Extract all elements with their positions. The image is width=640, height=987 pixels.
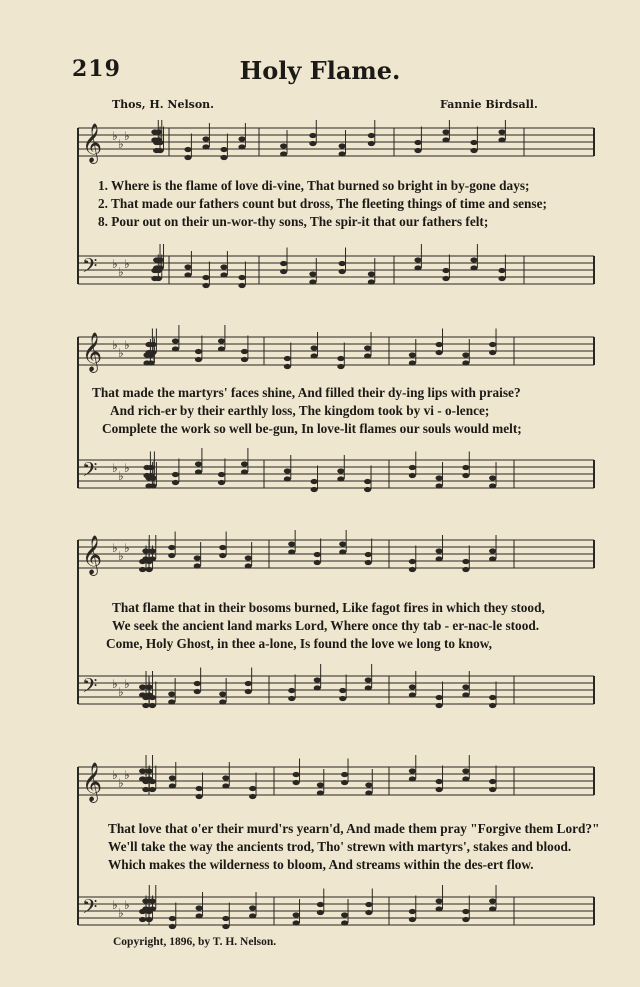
lyric-line: 2. That made our fathers count but dross, The fleeting things of time and sense; [98,196,547,211]
note-head [311,487,318,492]
note-head [317,790,324,795]
note-head [365,677,372,682]
note-head [145,483,152,488]
note-head [169,783,176,788]
note-head [341,912,348,917]
note-head [311,345,318,350]
note-head [442,137,449,142]
note-head [219,553,226,558]
note-head [409,692,416,697]
note-head [157,257,164,262]
note-head [436,898,443,903]
note-head [249,913,256,918]
note-head [220,147,227,152]
note-head [222,775,229,780]
note-head [436,906,443,911]
bass-clef-icon: 𝄢 [82,674,98,702]
note-head [139,768,146,773]
note-head [220,272,227,277]
note-head [284,468,291,473]
note-head [288,541,295,546]
note-head [293,780,300,785]
note-head [365,902,372,907]
flat-sign-icon: ♭ [118,549,124,563]
flat-sign-icon: ♭ [112,541,118,555]
note-head [311,353,318,358]
note-head [498,276,505,281]
note-head [309,133,316,138]
note-head [489,342,496,347]
hymn-title: Holy Flame. [239,56,401,85]
note-head [436,787,443,792]
note-head [218,472,225,477]
note-head [462,684,469,689]
note-head [489,898,496,903]
note-head [462,352,469,357]
note-head [155,129,162,134]
flat-sign-icon: ♭ [124,541,130,555]
note-head [139,692,146,697]
note-head [157,265,164,270]
note-head [284,476,291,481]
note-head [436,695,443,700]
note-head [489,350,496,355]
note-head [339,143,346,148]
note-head [470,257,477,262]
note-head [196,905,203,910]
note-head [142,787,149,792]
note-head [498,268,505,273]
note-head [196,786,203,791]
note-head [172,480,179,485]
note-head [202,275,209,280]
note-head [414,265,421,270]
flat-sign-icon: ♭ [124,898,130,912]
note-head [364,479,371,484]
note-head [241,357,248,362]
note-head [442,268,449,273]
note-head [339,549,346,554]
note-head [143,352,150,357]
note-head [245,689,252,694]
flat-sign-icon: ♭ [118,265,124,279]
note-head [442,276,449,281]
lyric-line: Come, Holy Ghost, in thee a-lone, Is found the love we long to know, [106,636,492,651]
note-head [139,909,146,914]
note-head [339,688,346,693]
flat-sign-icon: ♭ [124,768,130,782]
lyric-line: And rich-er by their earthly loss, The kingdom took by vi - o-lence; [110,403,490,418]
note-head [219,545,226,550]
note-head [293,912,300,917]
note-head [339,261,346,266]
note-head [241,349,248,354]
note-head [462,692,469,697]
note-head [184,272,191,277]
note-head [238,136,245,141]
note-head [368,141,375,146]
note-head [146,917,153,922]
note-head [364,487,371,492]
note-head [288,549,295,554]
note-head [196,913,203,918]
bass-clef-icon: 𝄢 [82,895,98,923]
note-head [218,480,225,485]
note-head [169,924,176,929]
note-head [195,357,202,362]
note-head [222,783,229,788]
note-head [172,346,179,351]
note-head [462,559,469,564]
bass-clef-icon: 𝄢 [82,254,98,282]
note-head [168,691,175,696]
music-system-4 [74,755,600,935]
note-head [337,364,344,369]
note-head [489,906,496,911]
note-head [314,560,321,565]
note-head [365,560,372,565]
note-head [284,356,291,361]
note-head [222,924,229,929]
note-head [409,684,416,689]
note-head [409,360,416,365]
note-head [314,677,321,682]
note-head [314,685,321,690]
note-head [339,696,346,701]
note-head [489,787,496,792]
note-head [293,772,300,777]
lyric-line: Which makes the wilderness to bloom, And streams within the des-ert flow. [108,857,534,872]
lyric-line: 8. Pour out on their un-wor-thy sons, The spir-it that our fathers felt; [98,214,489,229]
note-head [157,148,164,153]
note-head [409,917,416,922]
note-head [337,476,344,481]
flat-sign-icon: ♭ [112,461,118,475]
note-head [195,469,202,474]
note-head [241,469,248,474]
note-head [317,910,324,915]
note-head [409,465,416,470]
flat-sign-icon: ♭ [118,906,124,920]
bass-clef-icon: 𝄢 [82,458,98,486]
note-head [339,541,346,546]
note-head [139,559,146,564]
note-head [365,552,372,557]
note-head [202,144,209,149]
note-head [143,360,150,365]
treble-clef-icon: 𝄞 [82,535,103,575]
note-head [462,768,469,773]
lyric-line: That made the martyrs' faces shine, And filled their dy-ing lips with praise? [92,385,521,400]
note-head [436,703,443,708]
note-head [489,695,496,700]
note-head [364,345,371,350]
treble-clef-icon: 𝄞 [82,332,103,372]
note-head [149,703,156,708]
note-head [195,461,202,466]
note-head [219,699,226,704]
note-head [139,917,146,922]
note-head [293,920,300,925]
note-head [462,465,469,470]
note-head [172,338,179,343]
flat-sign-icon: ♭ [124,461,130,475]
treble-clef-icon: 𝄞 [82,762,103,802]
note-head [409,768,416,773]
note-head [311,479,318,484]
note-head [145,342,152,347]
note-head [219,691,226,696]
note-head [368,279,375,284]
note-head [157,140,164,145]
note-head [169,916,176,921]
note-head [317,782,324,787]
note-head [436,350,443,355]
note-head [280,151,287,156]
note-head [245,563,252,568]
note-head [288,688,295,693]
note-head [337,356,344,361]
note-head [222,916,229,921]
note-head [409,559,416,564]
note-head [409,352,416,357]
note-head [365,910,372,915]
note-head [317,902,324,907]
note-head [414,140,421,145]
hymn-number: 219 [72,56,121,82]
lyric-line: We seek the ancient land marks Lord, Where once thy tab - er-nac-le stood. [112,618,540,633]
note-head [280,261,287,266]
flat-sign-icon: ♭ [112,338,118,352]
note-head [368,271,375,276]
note-head [139,567,146,572]
note-head [184,147,191,152]
note-head [142,703,149,708]
flat-sign-icon: ♭ [112,677,118,691]
music-system-1 [74,120,596,300]
note-head [249,786,256,791]
note-head [196,794,203,799]
note-head [470,148,477,153]
flat-sign-icon: ♭ [112,898,118,912]
note-head [169,775,176,780]
note-head [462,909,469,914]
note-head [220,155,227,160]
note-head [436,779,443,784]
lyric-line: That flame that in their bosoms burned, Like fagot fires in which they stood, [112,600,545,615]
note-head [245,555,252,560]
note-head [195,349,202,354]
note-head [238,283,245,288]
note-head [436,556,443,561]
copyright-notice: Copyright, 1896, by T. H. Nelson. [113,936,277,948]
note-head [155,276,162,281]
note-head [462,360,469,365]
author-credit: Thos, H. Nelson. [112,98,215,111]
flat-sign-icon: ♭ [124,677,130,691]
note-head [409,567,416,572]
note-head [249,794,256,799]
note-head [409,776,416,781]
note-head [194,681,201,686]
note-head [202,136,209,141]
note-head [489,703,496,708]
note-head [139,776,146,781]
note-head [489,548,496,553]
note-head [194,555,201,560]
note-head [339,269,346,274]
note-head [245,681,252,686]
note-head [143,465,150,470]
note-head [143,473,150,478]
note-head [442,129,449,134]
note-head [436,342,443,347]
treble-clef-icon: 𝄞 [82,123,103,163]
note-head [365,790,372,795]
music-system-3 [74,530,596,720]
note-head [314,552,321,557]
note-head [194,689,201,694]
note-head [241,461,248,466]
note-head [249,905,256,910]
note-head [462,567,469,572]
note-head [414,257,421,262]
note-head [341,780,348,785]
note-head [489,475,496,480]
music-system-2 [74,325,596,500]
note-head [339,151,346,156]
lyric-line: 1. Where is the flame of love di-vine, That burned so bright in by-gone days; [98,178,530,193]
note-head [489,556,496,561]
note-head [309,279,316,284]
flat-sign-icon: ♭ [112,129,118,143]
note-head [309,271,316,276]
note-head [341,920,348,925]
note-head [462,917,469,922]
note-head [238,144,245,149]
flat-sign-icon: ♭ [118,469,124,483]
note-head [498,137,505,142]
flat-sign-icon: ♭ [124,129,130,143]
flat-sign-icon: ♭ [124,338,130,352]
note-head [280,143,287,148]
flat-sign-icon: ♭ [118,346,124,360]
note-head [498,129,505,134]
composer-credit: Fannie Birdsall. [440,98,538,111]
note-head [462,473,469,478]
note-head [409,909,416,914]
note-head [436,548,443,553]
note-head [146,567,153,572]
note-head [168,553,175,558]
note-head [172,472,179,477]
note-head [462,776,469,781]
flat-sign-icon: ♭ [112,768,118,782]
note-head [168,699,175,704]
note-head [365,685,372,690]
note-head [139,684,146,689]
note-head [489,483,496,488]
note-head [337,468,344,473]
note-head [238,275,245,280]
note-head [184,264,191,269]
note-head [218,338,225,343]
note-head [149,787,156,792]
note-head [184,155,191,160]
note-head [470,265,477,270]
note-head [341,772,348,777]
note-head [168,545,175,550]
note-head [309,141,316,146]
flat-sign-icon: ♭ [124,257,130,271]
lyric-line: We'll take the way the ancients trod, Tho' strewn with martyrs', stakes and blood. [108,839,572,854]
lyric-line: Complete the work so well be-gun, In love-lit flames our souls would melt; [102,421,522,436]
note-head [489,779,496,784]
note-head [414,148,421,153]
note-head [218,346,225,351]
note-head [280,269,287,274]
note-head [470,140,477,145]
note-head [194,563,201,568]
flat-sign-icon: ♭ [118,776,124,790]
flat-sign-icon: ♭ [118,137,124,151]
note-head [288,696,295,701]
note-head [284,364,291,369]
lyric-line: That love that o'er their murd'rs yearn'd, And made them pray "Forgive them Lord?" [108,821,600,836]
note-head [436,475,443,480]
flat-sign-icon: ♭ [118,685,124,699]
note-head [202,283,209,288]
note-head [365,782,372,787]
note-head [220,264,227,269]
note-head [436,483,443,488]
note-head [364,353,371,358]
note-head [409,473,416,478]
note-head [368,133,375,138]
flat-sign-icon: ♭ [112,257,118,271]
